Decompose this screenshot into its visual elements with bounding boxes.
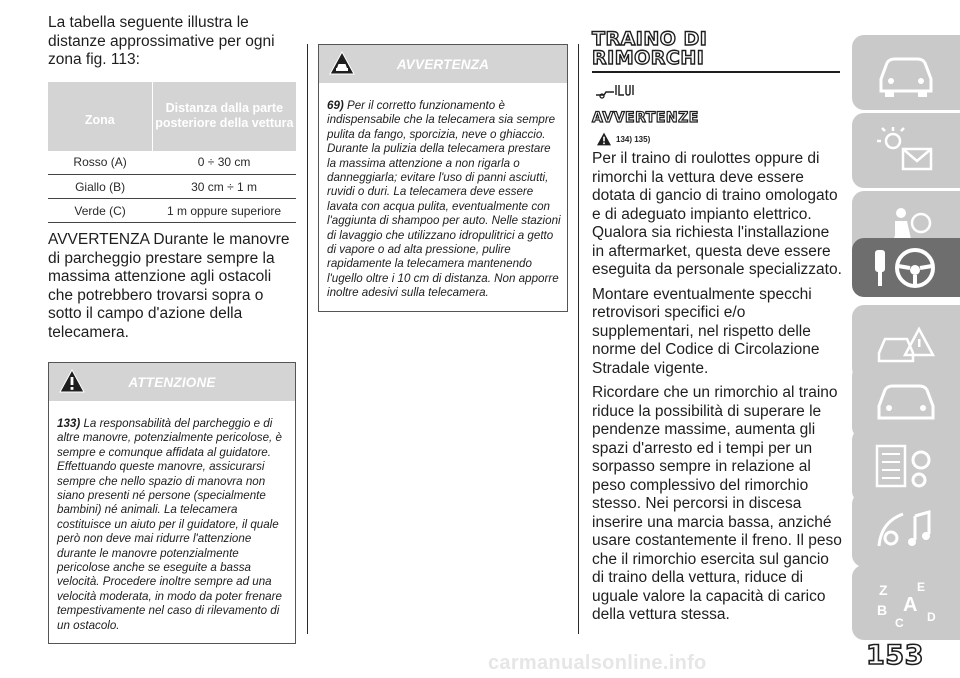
warning-number: 69)	[327, 99, 344, 112]
section-title-line-1: TRAINO DI	[592, 28, 708, 50]
chapter-tab-multimedia[interactable]	[852, 492, 960, 567]
chapter-tab-driving[interactable]	[852, 238, 960, 297]
svg-text:C: C	[895, 615, 904, 630]
breakdown-warning-icon	[867, 315, 945, 371]
attention-body	[49, 407, 295, 643]
chapter-tab-dashboard[interactable]	[852, 113, 960, 188]
svg-text:A: A	[903, 593, 918, 616]
table-cell-zone: Giallo (B)	[48, 175, 152, 199]
car-front-icon	[867, 45, 945, 101]
warning-title: AVVERTENZA	[396, 56, 490, 72]
attention-text: La responsabilità del parcheggio e di altre manovre, potenzialmente pericolose, è sempre e comunque affidata al guidatore. Effettuando queste manovre, assicurarsi sempre che nello spazio di manovra non siano presenti né persone (specialmente bambini) né animali. La telecamera costituisce un aiuto per il guidatore, il quale però non deve mai ridurre l'attenzione durante le manovre potenzialmente pericolose anche se eseguite a bassa velocità. Procedere inoltre sempre ad una velocità moderata, in modo da poter frenare tempestivamente nel caso di rilevamento di un ostacolo.	[57, 417, 282, 632]
attention-title: ATTENZIONE	[128, 374, 216, 390]
attention-number: 133)	[57, 417, 81, 430]
table-cell-distance: 1 m oppure superiore	[152, 199, 296, 223]
section-title	[592, 30, 842, 68]
towing-paragraph-3: Ricordare che un rimorchio al traino riduce la possibilità di superare le pendenze massime, aumenta gli spazi d'arresto ed i tempi per un sorpasso sempre in relazione al peso complessivo del rimorchio stesso. Nei percorsi in discesa inserire una marcia bassa, anziché usare costantemente il freno. Il peso che il rimorchio esercita sul gancio di traino della vettura, riduce di uguale valore la capacità di carico della vettura stessa.	[592, 384, 842, 623]
column-divider	[307, 44, 308, 634]
middle-column	[318, 44, 568, 312]
column-divider	[578, 44, 579, 634]
car-warning-icon	[329, 51, 355, 75]
table-header-zone: Zona	[48, 82, 152, 151]
car-maintenance-icon	[867, 374, 945, 430]
section-title-line-2: RIMORCHI	[592, 47, 705, 69]
towing-paragraph-1: Per il traino di roulottes oppure di rimorchi la vettura deve essere dotata di gancio di traino omologato e di adeguato impianto elettrico. Qualora sia richiesta l'installazione in aftermarket, questa deve essere eseguita da personale specializzato.	[592, 150, 842, 278]
zone-distance-table	[48, 82, 296, 224]
towing-paragraph-2: Montare eventualmente specchi retrovisori specifici e/o supplementari, nel rispetto delle norme del Codice di Circolazione Stradale vigente.	[592, 285, 820, 377]
table-cell-zone: Verde (C)	[48, 199, 152, 223]
table-row	[48, 199, 296, 223]
parking-warning-paragraph: AVVERTENZA Durante le manovre di parcheggio prestare sempre la massima attenzione agli ostacoli che potrebbero trovarsi sopra o sotto il campo d'azione della telecamera.	[48, 231, 290, 341]
index-alphabet-icon	[867, 575, 945, 631]
intro-paragraph: La tabella seguente illustra le distanze approssimative per ogni zona fig. 113:	[48, 14, 275, 68]
page-number: 153	[866, 640, 924, 671]
title-underline	[592, 71, 840, 73]
svg-text:E: E	[917, 579, 926, 594]
table-row	[48, 151, 296, 175]
warning-text: Per il corretto funzionamento è indispensabile che la telecamera sia sempre pulita da fango, sporcizia, neve o ghiaccio. Durante la pulizia della telecamera prestare la massima attenzione a non rigarla o danneggiarla; evitare l'uso di panni asciutti, ruvidi o duri. La telecamera deve essere lavata con acqua pulita, eventualmente con l'aggiunta di shampoo per auto. Nelle stazioni di lavaggio che utilizzano idropulitrici a getto di vapore o ad alta pressione, pulire rapidamente la telecamera mantenendo l'ugello oltre i 10 cm di distanza. Non apporre inoltre adesivi sulla telecamera.	[327, 99, 561, 300]
dashboard-lights-icon	[867, 123, 945, 179]
attention-box	[48, 362, 296, 644]
warning-header	[319, 45, 567, 83]
key-steering-wheel-icon	[867, 240, 945, 296]
warning-references	[596, 132, 842, 146]
table-row	[48, 175, 296, 199]
warning-triangle-icon	[59, 369, 85, 393]
specs-gears-icon	[867, 438, 945, 494]
multimedia-icon	[867, 502, 945, 558]
svg-text:Z: Z	[879, 581, 888, 598]
table-cell-zone: Rosso (A)	[48, 151, 152, 175]
subsection-title: AVVERTENZE	[592, 110, 699, 126]
warning-box	[318, 44, 568, 312]
table-header-distance: Distanza dalla parte posteriore della vettura	[152, 82, 296, 151]
right-column	[592, 30, 842, 625]
warning-triangle-icon	[596, 132, 612, 146]
chapter-tab-index[interactable]	[852, 565, 960, 640]
table-cell-distance: 0 ÷ 30 cm	[152, 151, 296, 175]
chapter-tab-car[interactable]	[852, 35, 960, 110]
watermark: carmanualsonline.info	[488, 652, 707, 674]
svg-text:D: D	[927, 609, 936, 624]
attention-header	[49, 363, 295, 401]
reference-numbers: 134) 135)	[616, 134, 651, 144]
warning-body	[319, 89, 567, 311]
table-cell-distance: 30 cm ÷ 1 m	[152, 175, 296, 199]
left-column	[48, 14, 296, 644]
svg-text:B: B	[877, 601, 888, 618]
trailer-hitch-icon	[594, 81, 638, 99]
